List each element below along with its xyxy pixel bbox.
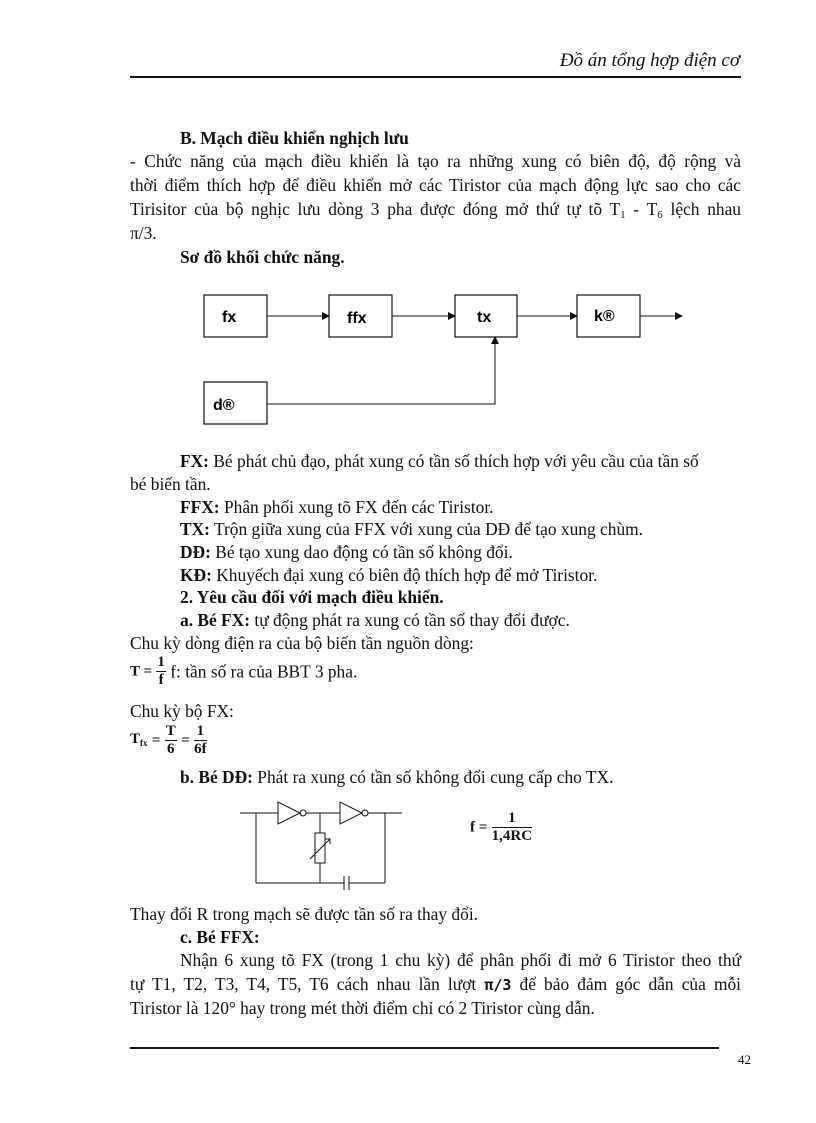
block-dd-label: d®: [213, 397, 235, 414]
section-2a: a. Bé FX: tự động phát ra xung có tần số thay đổi được.: [180, 610, 570, 630]
inverter-2: [340, 802, 362, 824]
section-2c-line-2: tự T1, T2, T3, T4, T5, T6 cách nhau lần lượt π/3 để bảo đảm góc dẫn của mỗi: [130, 974, 742, 994]
block-diagram: [130, 285, 741, 430]
inverter-1: [278, 802, 300, 824]
footer-rule: [130, 1047, 719, 1049]
section-2c-line-3: Tiristor là 120° hay trong mét thời điểm chỉ có 2 Tiristor cùng dẫn.: [130, 998, 595, 1018]
desc-dd: DĐ: Bé tạo xung dao động có tần số không đổi.: [180, 542, 513, 562]
desc-fx: FX: Bé phát chủ đạo, phát xung có tần số thích hợp với yêu cầu của tần số: [180, 451, 699, 471]
formula-1: T = $\frac{1}{f}$ f: tần số ra của BBT 3 pha.: [130, 654, 358, 688]
block-kd-label: k®: [594, 308, 615, 325]
oscillator-circuit: [240, 797, 410, 892]
page-number: 42: [738, 1052, 751, 1067]
block-ffx-label: ffx: [347, 310, 367, 327]
page-content: [130, 0, 741, 1123]
arrow-dd-tx: [267, 337, 495, 404]
block-fx-label: fx: [222, 309, 237, 326]
desc-ffx: FFX: Phân phối xung tõ FX đến các Tiristor.: [180, 497, 494, 517]
desc-fx-cont: bé biến tần.: [130, 474, 211, 494]
section-b-line-1: - Chức năng của mạch điều khiển là tạo ra những xung có biên độ, độ rộng và: [130, 151, 741, 171]
formula-3: f = $\frac{1}{1,4RC}$: [470, 810, 533, 844]
section-b-line-2: thời điểm thích hợp để điều khiển mở các Tiristor của mạch động lực sao cho các: [130, 175, 741, 195]
desc-tx: TX: Trộn giữa xung của FFX với xung của DĐ để tạo xung chùm.: [180, 519, 644, 539]
period-intro: Chu kỳ dòng điện ra của bộ biến tần nguồn dòng:: [130, 633, 474, 653]
section-b-line-4: π/3.: [130, 223, 157, 243]
header-title: Đồ án tổng hợp điện cơ: [559, 50, 740, 71]
desc-kd: KĐ: Khuyếch đại xung có biên độ thích hợp để mở Tiristor.: [180, 565, 598, 585]
section-2c-line-1: Nhận 6 xung tõ FX (trong 1 chu kỳ) để phân phối đi mở 6 Tiristor theo thứ: [180, 950, 741, 970]
section-2-heading: 2. Yêu cầu đối với mạch điều khiển.: [180, 587, 444, 607]
fx-period-label: Chu kỳ bộ FX:: [130, 701, 234, 721]
section-2b: b. Bé DĐ: Phát ra xung có tần số không đổi cung cấp cho TX.: [180, 767, 614, 787]
section-b-line-3: Tirisitor của bộ nghịc lưu dòng 3 pha được đóng mở thứ tự tõ $T_1 - T_6$ lệch nhau: [130, 199, 741, 221]
formula-2: $T_{fx}$ = $\frac{T}{6}$ = $\frac{1}{6f}$: [130, 723, 207, 757]
diagram-heading: Sơ đồ khối chức năng.: [180, 247, 345, 267]
section-2c: c. Bé FFX:: [180, 927, 260, 947]
change-r-note: Thay đổi R trong mạch sẽ được tần số ra thay đổi.: [130, 904, 478, 924]
section-b-heading: B. Mạch điều khiển nghịch lưu: [180, 128, 409, 148]
variable-resistor: [315, 833, 325, 863]
block-tx-label: tx: [477, 309, 492, 326]
